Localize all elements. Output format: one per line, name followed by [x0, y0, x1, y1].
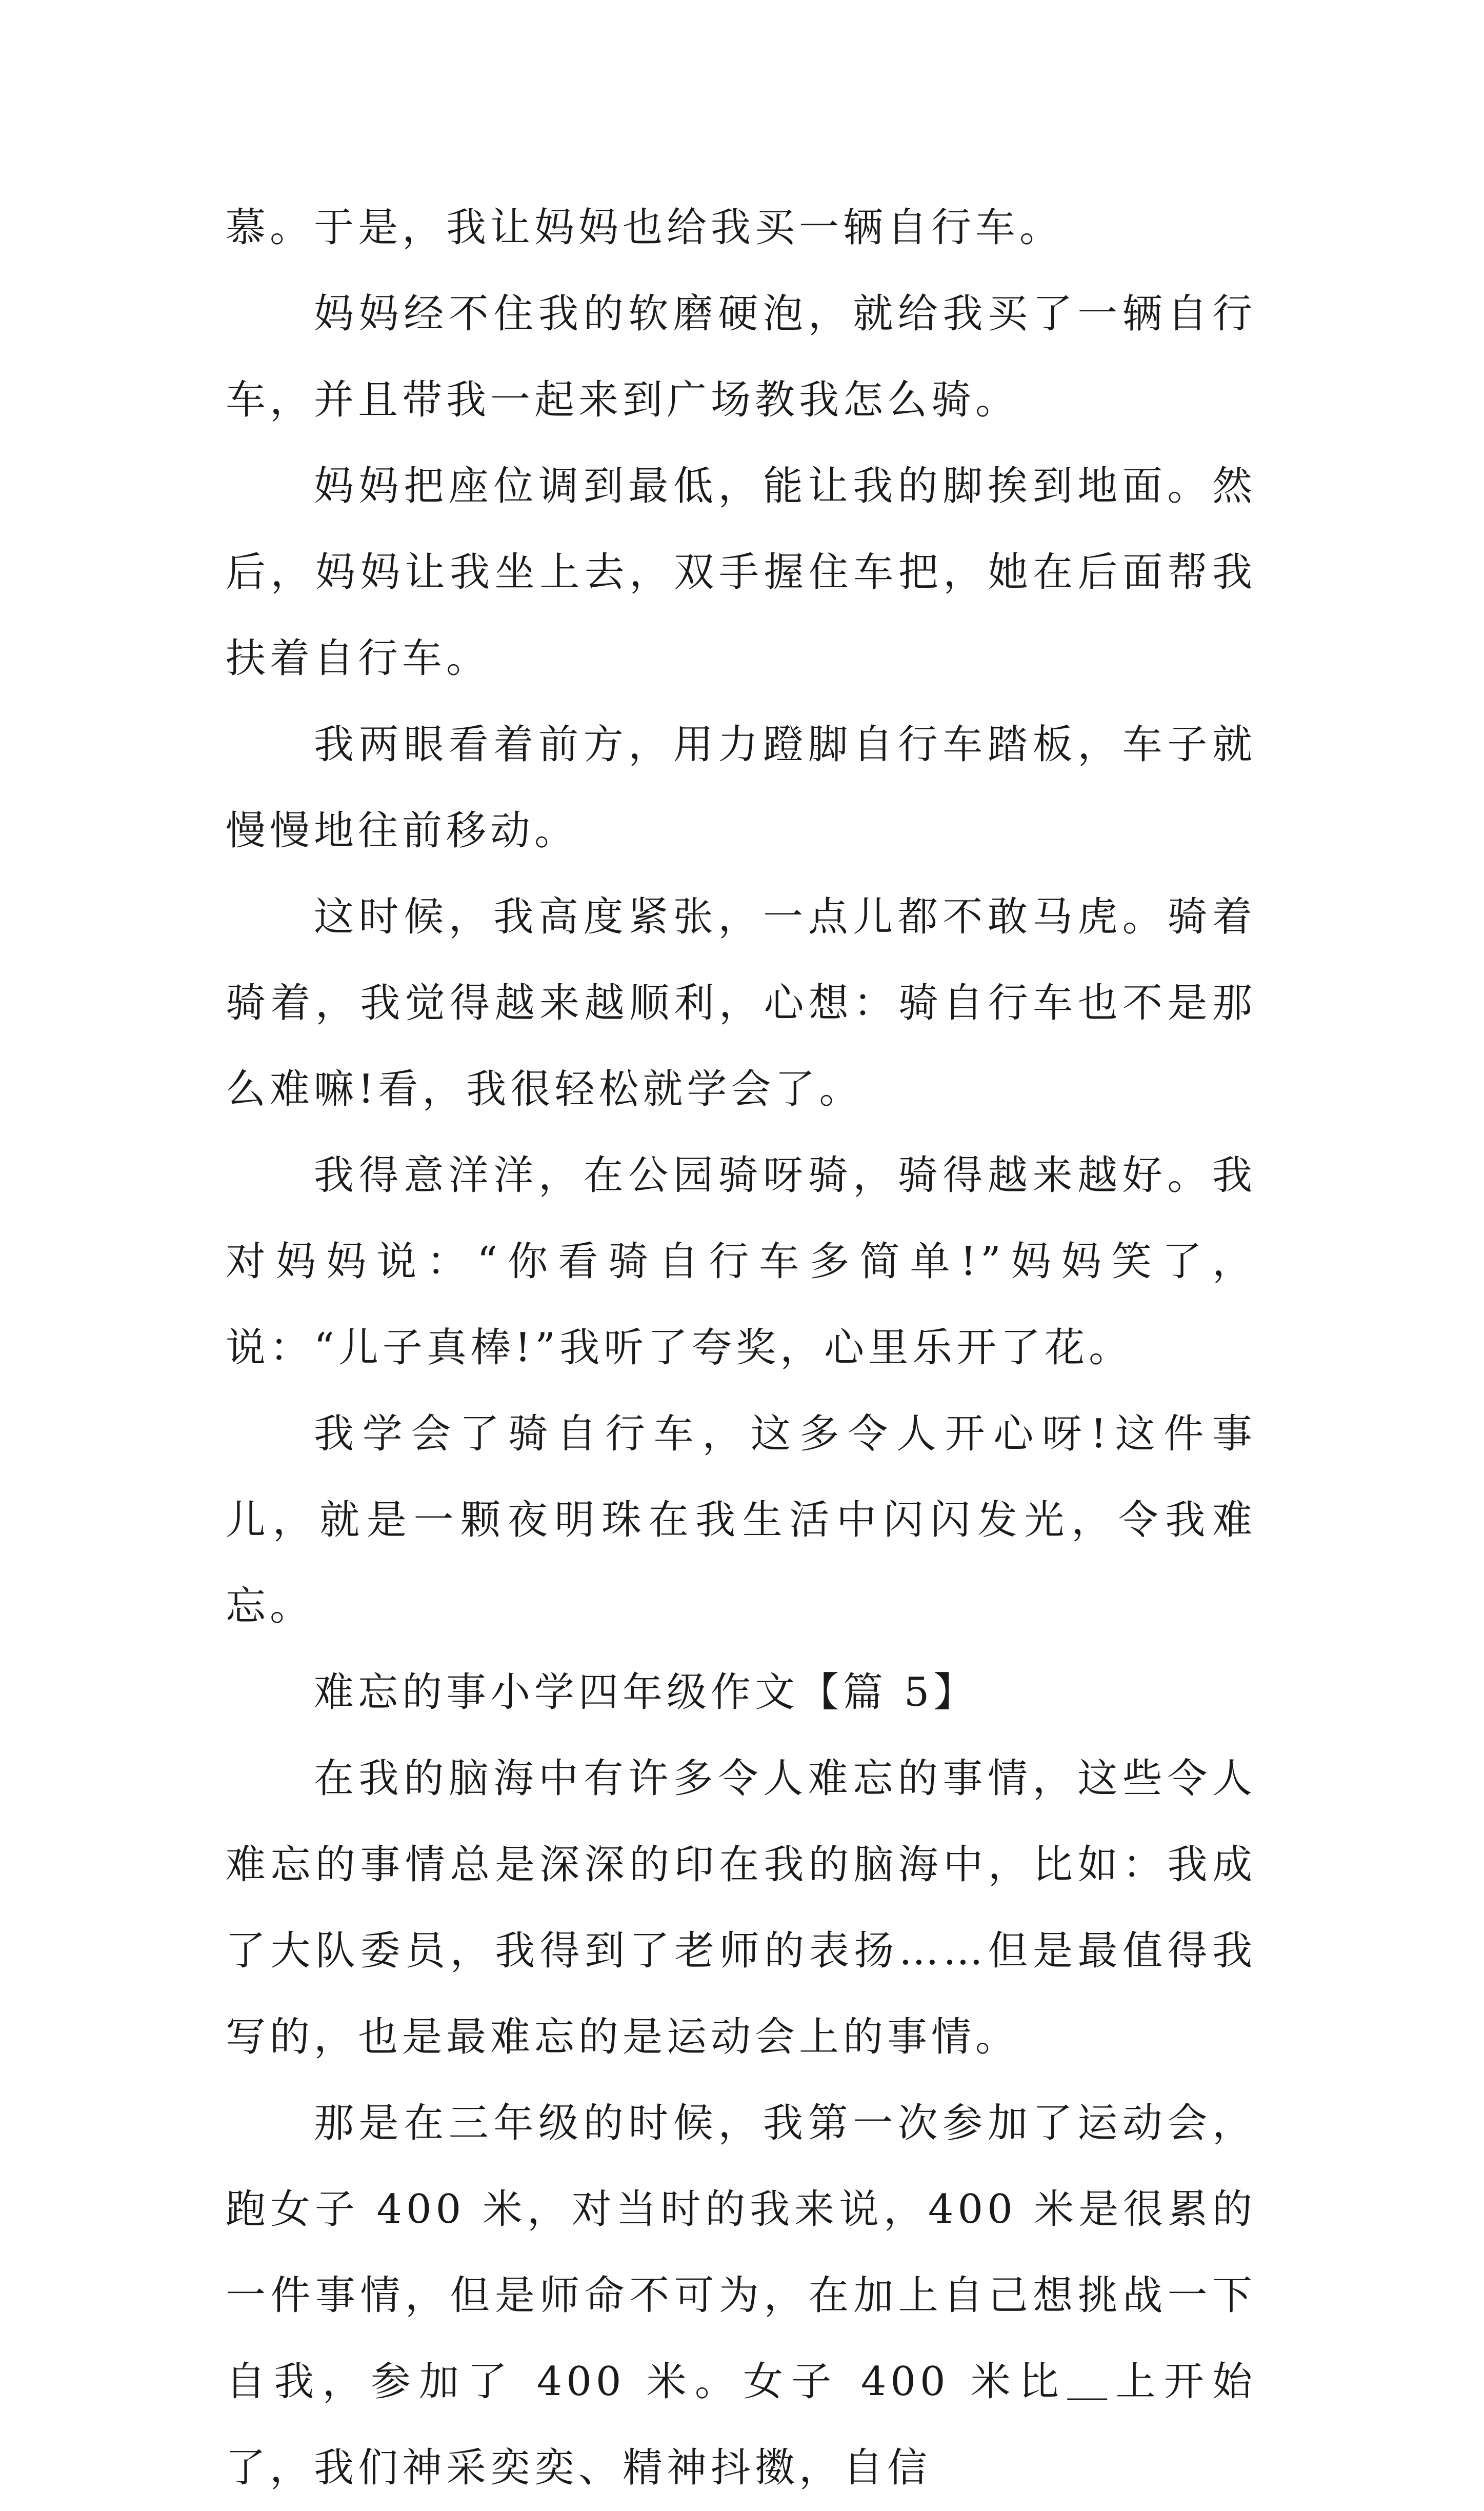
- paragraph-1: 慕。于是，我让妈妈也给我买一辆自行车。: [226, 205, 1064, 251]
- paragraph-5: 这时候，我高度紧张，一点儿都不敢马虎。骑着骑着，我觉得越来越顺利，心想：骑自行车也不是那么难嘛!看，我很轻松就学会了。: [226, 894, 1256, 1112]
- paragraph-9: 那是在三年级的时候，我第一次参加了运动会，跑女子 400 米，对当时的我来说，400 米是很累的一件事情，但是师命不可为，在加上自己想挑战一下自我，参加了 400 米。女子 400 米比＿上开始了，我们神采奕奕、精神抖擞，自信: [226, 2100, 1256, 2491]
- section-heading: 难忘的事小学四年级作文【篇 5】: [314, 1669, 978, 1716]
- paragraph-3: 妈妈把座位调到最低，能让我的脚挨到地面。然后，妈妈让我坐上去，双手握住车把，她在后面帮我扶着自行车。: [226, 463, 1256, 682]
- paragraph-8: 在我的脑海中有许多令人难忘的事情，这些令人难忘的事情总是深深的印在我的脑海中，比如：我成了大队委员，我得到了老师的表扬……但是最值得我写的，也是最难忘的是运动会上的事情。: [226, 1756, 1256, 2060]
- document-body: [226, 185, 1256, 2511]
- paragraph-2: 妈妈经不住我的软磨硬泡，就给我买了一辆自行车，并且带我一起来到广场教我怎么骑。: [226, 291, 1256, 423]
- paragraph-6: 我得意洋洋，在公园骑呀骑，骑得越来越好。我对妈妈说：“你看骑自行车多简单!”妈妈笑了，说：“儿子真棒!”我听了夸奖，心里乐开了花。: [226, 1152, 1256, 1371]
- paragraph-7: 我学会了骑自行车，这多令人开心呀!这件事儿，就是一颗夜明珠在我生活中闪闪发光，令我难忘。: [226, 1411, 1256, 1629]
- paragraph-4: 我两眼看着前方，用力蹬脚自行车踏板，车子就慢慢地往前移动。: [226, 722, 1256, 854]
